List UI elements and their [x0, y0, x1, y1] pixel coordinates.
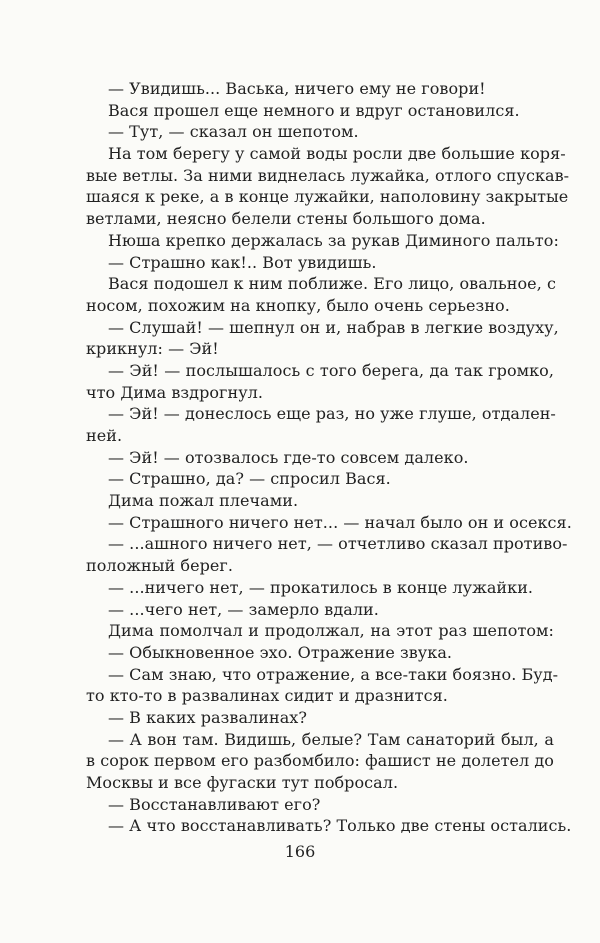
text-line: — Тут, — сказал он шепотом.: [108, 122, 359, 142]
text-line: носом, похожим на кнопку, было очень серьезно.: [86, 295, 510, 315]
text-line: вые ветлы. За ними виднелась лужайка, отлого спускав-: [86, 165, 570, 185]
text-line: — В каких развалинах?: [108, 707, 307, 727]
text-line: — Страшно, да? — спросил Вася.: [108, 469, 391, 489]
text-line: — Эй! — послышалось с того берега, да так громко,: [108, 360, 554, 380]
text-line: — Слушай! — шепнул он и, набрав в легкие воздуху,: [108, 317, 559, 337]
text-line: На том берегу у самой воды росли две большие коря-: [108, 144, 566, 164]
text-line: шаяся к реке, а в конце лужайки, наполовину закрытые: [86, 187, 569, 207]
text-line: положный берег.: [86, 556, 233, 576]
text-line: — ...чего нет, — замерло вдали.: [108, 599, 379, 619]
book-page-text: [86, 78, 572, 837]
text-line: — Восстанавливают его?: [108, 794, 321, 814]
text-line: Вася прошел еще немного и вдруг остановился.: [108, 100, 520, 120]
text-line: что Дима вздрогнул.: [86, 382, 264, 402]
text-line: ней.: [86, 426, 123, 445]
text-line: ветлами, неясно белели стены большого дома.: [86, 209, 486, 229]
text-line: — Эй! — отозвалось где-то совсем далеко.: [108, 447, 469, 467]
text-line: — Страшного ничего нет... — начал было он и осекся.: [108, 512, 572, 532]
text-line: то кто-то в развалинах сидит и дразнится.: [86, 686, 448, 706]
text-line: Москвы и все фугаски тут побросал.: [86, 773, 399, 792]
text-line: в сорок первом его разбомбило: фашист не долетел до: [86, 751, 554, 771]
text-line: — А что восстанавливать? Только две стены остались.: [108, 816, 572, 836]
text-line: Вася подошел к ним поближе. Его лицо, овальное, с: [108, 274, 556, 294]
text-line: крикнул: — Эй!: [86, 339, 219, 359]
text-line: — Эй! — донеслось еще раз, но уже глуше, отдален-: [108, 404, 556, 424]
text-line: — Сам знаю, что отражение, а все-таки боязно. Буд-: [108, 664, 559, 684]
page-number: 166: [284, 842, 316, 861]
text-line: Дима пожал плечами.: [108, 491, 299, 511]
text-line: — ...ничего нет, — прокатилось в конце лужайки.: [108, 577, 534, 597]
text-line: — Обыкновенное эхо. Отражение звука.: [108, 642, 453, 662]
text-line: Дима помолчал и продолжал, на этот раз шепотом:: [108, 621, 554, 641]
text-line: — Страшно как!.. Вот увидишь.: [108, 252, 377, 272]
text-line: — Увидишь... Васька, ничего ему не говори!: [108, 79, 486, 98]
text-line: — ...ашного ничего нет, — отчетливо сказал противо-: [108, 534, 568, 554]
text-line: — А вон там. Видишь, белые? Там санаторий был, а: [108, 729, 554, 749]
text-line: Нюша крепко держалась за рукав Диминого пальто:: [108, 230, 559, 250]
